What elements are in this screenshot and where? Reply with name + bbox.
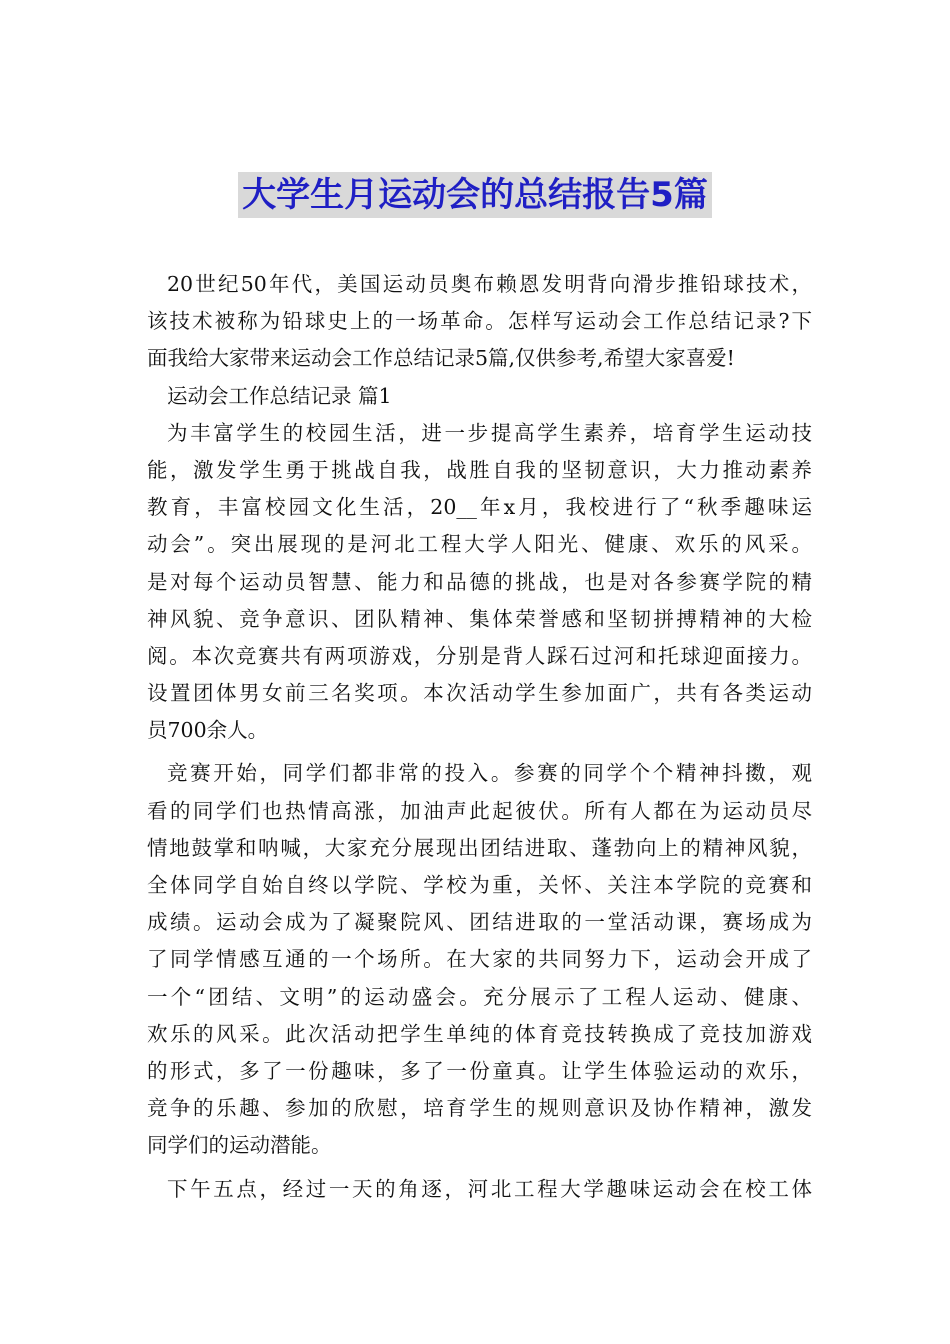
section-heading: 运动会工作总结记录 篇1: [167, 383, 392, 408]
intro-line: 20世纪50年代，美国运动员奥布赖恩发明背向滑步推铅球技术，: [167, 272, 812, 296]
paragraph-line: 了同学情感互通的一个场所。在大家的共同努力下，运动会开成了: [147, 947, 812, 972]
paragraph-line: 全体同学自始自终以学院、学校为重，关怀、关注本学院的竞赛和: [147, 873, 812, 897]
paragraph-line: 动会”。突出展现的是河北工程大学人阳光、健康、欢乐的风采。: [147, 532, 812, 557]
paragraph-line: 为丰富学生的校园生活，进一步提高学生素养，培育学生运动技: [167, 420, 812, 445]
paragraph-line: 是对每个运动员智慧、能力和品德的挑战，也是对各参赛学院的精: [147, 569, 812, 594]
paragraph-line: 一个“团结、文明”的运动盛会。充分展示了工程人运动、健康、: [147, 984, 812, 1009]
paragraph-line: 竞争的乐趣、参加的欣慰，培育学生的规则意识及协作精神，激发: [147, 1096, 812, 1121]
paragraph-line: 成绩。运动会成为了凝聚院风、团结进取的一堂活动课，赛场成为: [147, 910, 812, 935]
paragraph-line: 阅。本次竞赛共有两项游戏，分别是背人踩石过河和托球迎面接力。: [147, 643, 812, 668]
paragraph-line: 的形式，多了一份趣味，多了一份童真。让学生体验运动的欢乐，: [147, 1058, 812, 1083]
paragraph-line: 看的同学们也热情高涨，加油声此起彼伏。所有人都在为运动员尽: [147, 798, 812, 823]
paragraph-line: 员700余人。: [147, 718, 269, 743]
intro-line: 该技术被称为铅球史上的一场革命。怎样写运动会工作总结记录?下: [147, 309, 812, 334]
paragraph-line: 下午五点，经过一天的角逐，河北工程大学趣味运动会在校工体: [167, 1176, 812, 1201]
document-body: [147, 266, 812, 1208]
paragraph-line: 教育，丰富校园文化生活，20__年x月，我校进行了“秋季趣味运: [147, 495, 812, 520]
intro-line: 面我给大家带来运动会工作总结记录5篇,仅供参考,希望大家喜爱!: [147, 346, 735, 371]
paragraph-1: [147, 415, 812, 750]
paragraph-line: 神风貌、竞争意识、团队精神、集体荣誉感和坚韧拼搏精神的大检: [147, 606, 812, 631]
paragraph-line: 能，激发学生勇于挑战自我，战胜自我的坚韧意识，大力推动素养: [147, 457, 812, 482]
paragraph-line: 设置团体男女前三名奖项。本次活动学生参加面广，共有各类运动: [147, 681, 812, 706]
document-title-wrapper: [0, 172, 950, 218]
paragraph-line: 竞赛开始，同学们都非常的投入。参赛的同学个个精神抖擞，观: [167, 761, 812, 786]
paragraph-3: [147, 1171, 812, 1208]
document-title: 大学生月运动会的总结报告5篇: [238, 172, 712, 218]
paragraph-line: 同学们的运动潜能。: [147, 1133, 332, 1158]
paragraph-line: 情地鼓掌和呐喊，大家充分展现出团结进取、蓬勃向上的精神风貌，: [147, 835, 812, 860]
paragraph-2: [147, 755, 812, 1164]
paragraph-line: 欢乐的风采。此次活动把学生单纯的体育竞技转换成了竞技加游戏: [147, 1021, 812, 1046]
intro-paragraph: [147, 266, 812, 378]
